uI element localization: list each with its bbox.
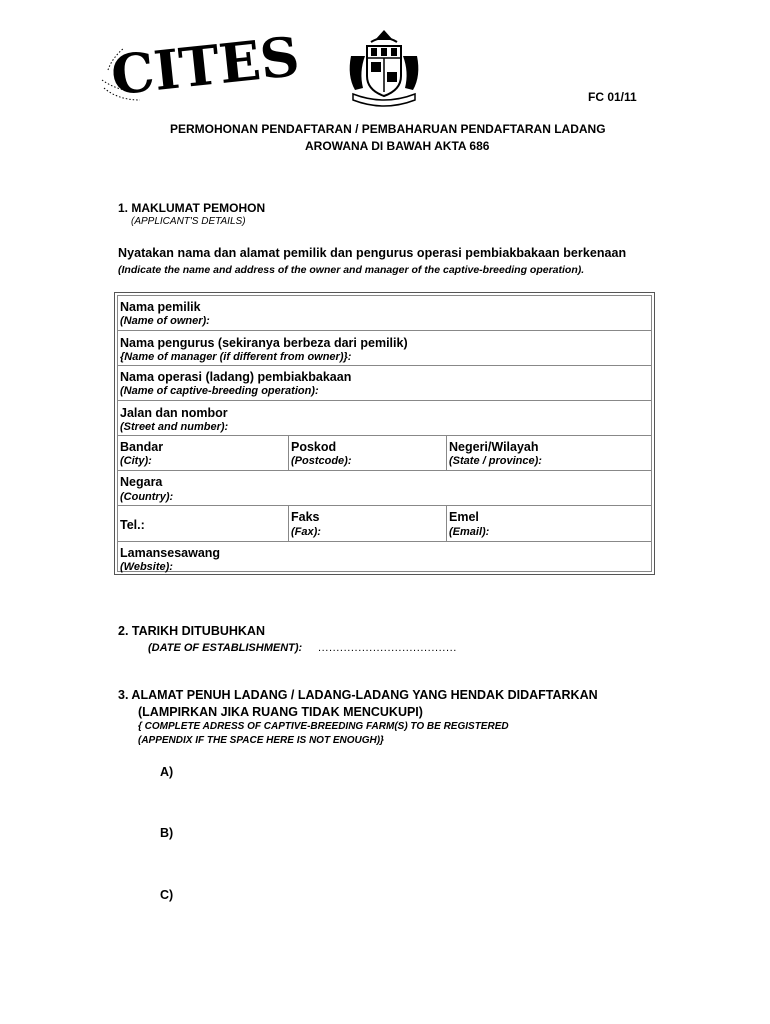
farm-address-item-b[interactable]: B) bbox=[160, 826, 174, 840]
email-label: Emel bbox=[449, 510, 479, 524]
section3-subheading: { COMPLETE ADRESS OF CAPTIVE-BREEDING FARM(S) TO BE REGISTERED bbox=[138, 721, 509, 732]
city-label: Bandar bbox=[120, 440, 164, 454]
street-sublabel: (Street and number): bbox=[120, 421, 229, 433]
manager-field[interactable] bbox=[118, 330, 651, 366]
owner-label: Nama pemilik bbox=[120, 300, 201, 314]
postcode-sublabel: (Postcode): bbox=[291, 455, 352, 467]
section1-instruction-en: (Indicate the name and address of the owner and manager of the captive-breeding operation). bbox=[118, 264, 585, 276]
applicant-details-form bbox=[114, 292, 655, 575]
section2-subheading: (DATE OF ESTABLISHMENT): bbox=[148, 642, 303, 654]
email-field[interactable] bbox=[446, 506, 651, 542]
state-sublabel: (State / province): bbox=[449, 455, 542, 467]
website-label: Lamansesawang bbox=[120, 546, 221, 560]
operation-sublabel: (Name of captive-breeding operation): bbox=[120, 385, 319, 397]
farm-address-item-c[interactable]: C) bbox=[160, 888, 174, 902]
date-of-establishment-blank[interactable]: ...................................... bbox=[318, 642, 457, 654]
form-title-line2: AROWANA DI BAWAH AKTA 686 bbox=[305, 139, 490, 153]
country-sublabel: (Country): bbox=[120, 491, 174, 503]
tel-field[interactable] bbox=[118, 506, 288, 542]
owner-field[interactable] bbox=[118, 296, 651, 330]
operation-name-field[interactable] bbox=[118, 365, 651, 401]
country-field[interactable] bbox=[118, 470, 651, 506]
section2-heading: 2. TARIKH DITUBUHKAN bbox=[118, 624, 265, 638]
section1-instruction: Nyatakan nama dan alamat pemilik dan pengurus operasi pembiakbakaan berkenaan bbox=[118, 246, 627, 260]
svg-text:CITES: CITES bbox=[108, 24, 303, 108]
email-sublabel: (Email): bbox=[449, 526, 490, 538]
postcode-label: Poskod bbox=[291, 440, 337, 454]
state-field[interactable] bbox=[446, 436, 651, 471]
section3-heading-line2: (LAMPIRKAN JIKA RUANG TIDAK MENCUKUPI) bbox=[138, 705, 423, 719]
fax-field[interactable] bbox=[288, 506, 447, 542]
fax-label: Faks bbox=[291, 510, 320, 524]
form-code: FC 01/11 bbox=[588, 90, 637, 104]
section3-subheading-line2: (APPENDIX IF THE SPACE HERE IS NOT ENOUGH)} bbox=[138, 735, 384, 746]
form-title-line1: PERMOHONAN PENDAFTARAN / PEMBAHARUAN PENDAFTARAN LADANG bbox=[170, 122, 606, 136]
tel-label: Tel.: bbox=[120, 518, 145, 532]
section3-heading: 3. ALAMAT PENUH LADANG / LADANG-LADANG YANG HENDAK DIDAFTARKAN bbox=[118, 688, 598, 702]
website-field[interactable] bbox=[118, 541, 651, 574]
fax-sublabel: (Fax): bbox=[291, 526, 321, 538]
state-label: Negeri/Wilayah bbox=[449, 440, 539, 454]
section1-subheading: (APPLICANT'S DETAILS) bbox=[131, 216, 246, 227]
manager-label: Nama pengurus (sekiranya berbeza dari pemilik) bbox=[120, 336, 408, 350]
city-postcode-state-row bbox=[118, 435, 651, 471]
street-field[interactable] bbox=[118, 400, 651, 436]
cites-logo bbox=[96, 24, 303, 116]
manager-sublabel: {Name of manager (if different from owner)}: bbox=[120, 351, 352, 363]
country-label: Negara bbox=[120, 475, 163, 489]
section1-heading: 1. MAKLUMAT PEMOHON bbox=[118, 201, 266, 215]
city-field[interactable] bbox=[118, 436, 288, 471]
malaysia-coat-of-arms bbox=[345, 26, 423, 106]
city-sublabel: (City): bbox=[120, 455, 152, 467]
owner-sublabel: (Name of owner): bbox=[120, 315, 210, 327]
website-sublabel: (Website): bbox=[120, 561, 173, 573]
farm-address-item-a[interactable]: A) bbox=[160, 765, 174, 779]
operation-label: Nama operasi (ladang) pembiakbakaan bbox=[120, 370, 352, 384]
postcode-field[interactable] bbox=[288, 436, 447, 471]
contact-row bbox=[118, 505, 651, 542]
street-label: Jalan dan nombor bbox=[120, 406, 228, 420]
